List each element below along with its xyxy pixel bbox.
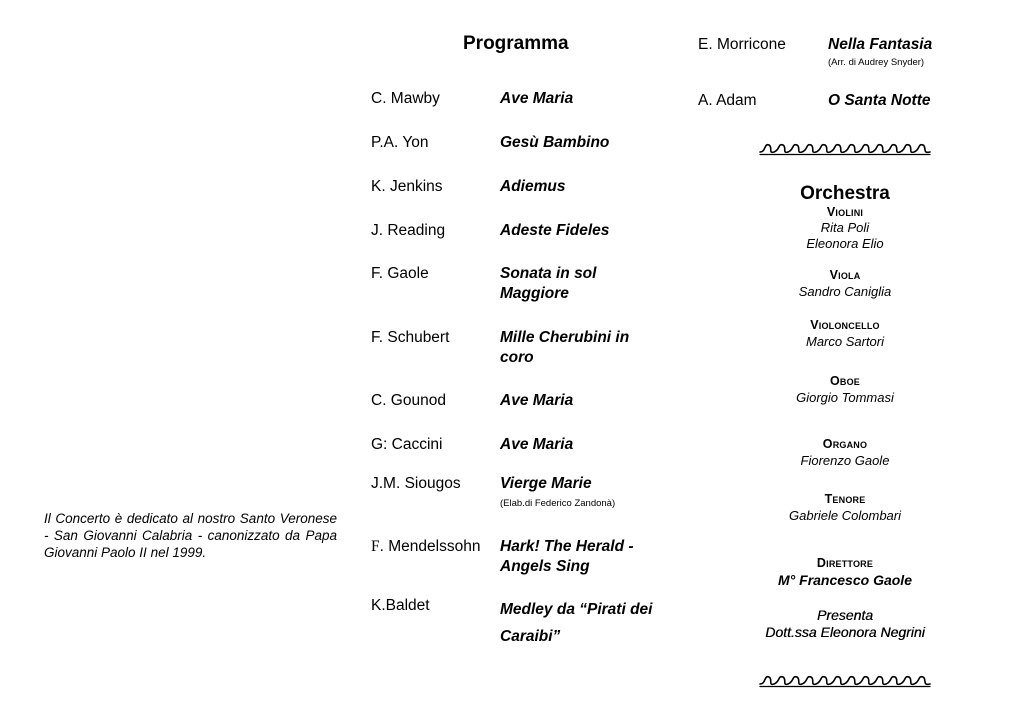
- role-oboe: Oboe: [829, 374, 861, 388]
- note-siougos: (Elab.di Federico Zandonà): [500, 498, 616, 509]
- composer-siougos: J.M. Siougos: [371, 475, 461, 492]
- orchestra-title: Orchestra: [800, 183, 890, 204]
- conductor-name: M° Francesco Gaole: [778, 572, 912, 588]
- musician-marco-sartori: Marco Sartori: [805, 334, 885, 349]
- musician-gabriele-colombari: Gabriele Colombari: [789, 508, 901, 523]
- presenta-label: Presenta: [816, 607, 874, 623]
- composer-morricone: E. Morricone: [698, 36, 786, 53]
- swirl-divider-icon: [758, 671, 932, 691]
- presenter-name: Dott.ssa Eleonora Negrini: [765, 624, 925, 640]
- composer-gounod: C. Gounod: [371, 392, 446, 409]
- composer-mendelssohn: [371, 537, 480, 557]
- composer-yon: P.A. Yon: [371, 134, 429, 151]
- piece-adam: O Santa Notte: [828, 92, 931, 109]
- piece-reading: Adeste Fideles: [500, 222, 610, 239]
- composer-baldet: K.Baldet: [371, 597, 430, 614]
- composer-mendelssohn-rest: . Mendelssohn: [379, 538, 481, 555]
- composer-mawby: C. Mawby: [371, 90, 440, 107]
- composer-gaole: F. Gaole: [371, 265, 429, 282]
- dedication-text: Il Concerto è dedicato al nostro Santo Veronese - San Giovanni Calabria - canonizzato da Papa Giovanni Paolo II nel 1999.: [44, 511, 337, 560]
- piece-mendelssohn: Hark! The Herald - Angels Sing: [500, 538, 634, 575]
- composer-schubert: F. Schubert: [371, 329, 450, 346]
- programma-title: Programma: [463, 33, 569, 54]
- musician-fiorenzo-gaole: Fiorenzo Gaole: [800, 453, 890, 468]
- composer-reading: J. Reading: [371, 222, 446, 239]
- musician-eleonora-elio: Eleonora Elio: [806, 236, 884, 251]
- musician-giorgio-tommasi: Giorgio Tommasi: [796, 390, 894, 405]
- piece-morricone: Nella Fantasia: [828, 36, 933, 53]
- composer-adam: A. Adam: [698, 92, 757, 109]
- role-violini: Violini: [826, 205, 864, 219]
- composer-caccini: G: Caccini: [371, 436, 443, 453]
- piece-caccini: Ave Maria: [500, 436, 574, 453]
- swirl-divider-icon: [758, 139, 932, 159]
- musician-sandro-caniglia: Sandro Caniglia: [798, 284, 892, 299]
- composer-jenkins: K. Jenkins: [371, 178, 443, 195]
- composer-mendelssohn-initial: F: [371, 538, 380, 555]
- piece-schubert: Mille Cherubini in coro: [500, 329, 630, 366]
- piece-gounod: Ave Maria: [500, 392, 574, 409]
- role-direttore: Direttore: [816, 556, 874, 570]
- piece-gaole: Sonata in sol Maggiore: [500, 265, 597, 302]
- piece-yon: Gesù Bambino: [500, 134, 610, 151]
- role-violoncello: Violoncello: [810, 318, 880, 332]
- musician-rita-poli: Rita Poli: [820, 220, 870, 235]
- role-tenore: Tenore: [824, 492, 866, 506]
- piece-mawby: Ave Maria: [500, 90, 574, 107]
- role-organo: Organo: [822, 437, 868, 451]
- note-morricone: (Arr. di Audrey Snyder): [828, 57, 925, 68]
- piece-jenkins: Adiemus: [500, 178, 566, 195]
- piece-baldet: Medley da “Pirati dei Caraibi”: [500, 601, 653, 645]
- role-viola: Viola: [829, 268, 861, 282]
- piece-siougos: Vierge Marie: [500, 475, 592, 492]
